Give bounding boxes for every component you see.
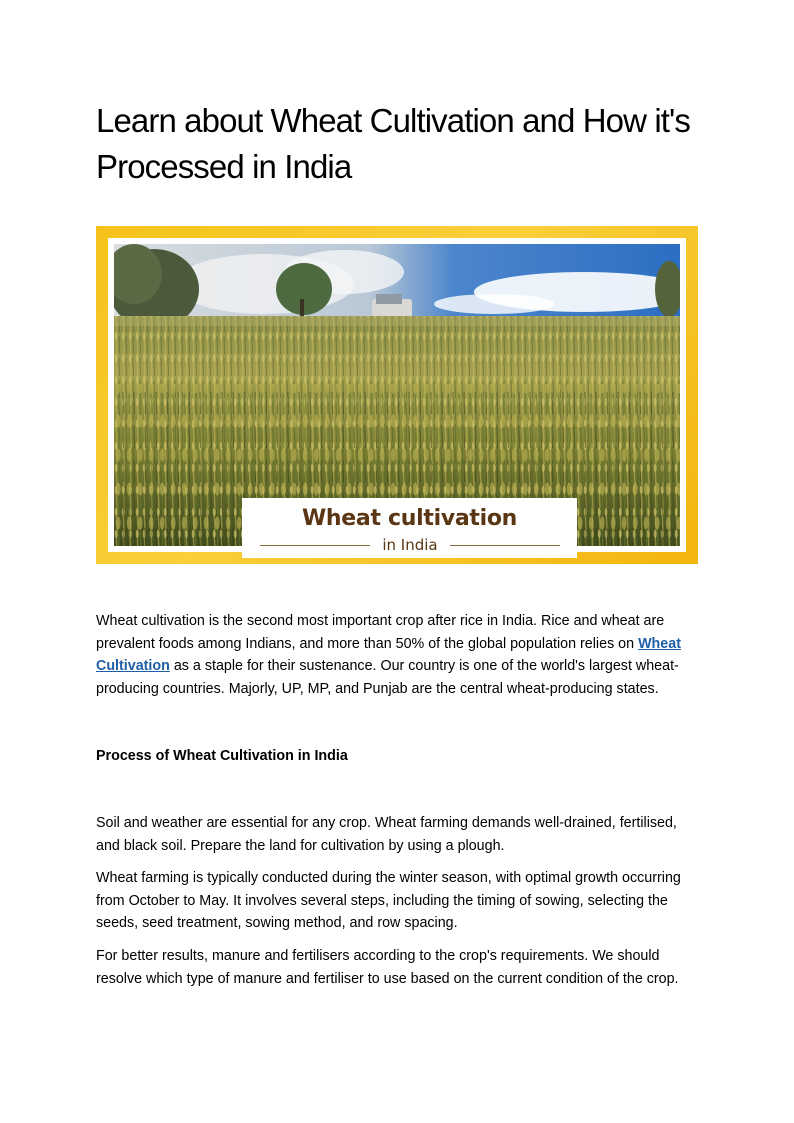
body-paragraph: Soil and weather are essential for any crop. Wheat farming demands well-drained, fertilised, and black soil. Prepare the land for cultivation by using a plough.	[96, 815, 677, 854]
intro-paragraph	[96, 610, 700, 700]
body-paragraph: For better results, manure and fertilisers according to the crop's requirements. We should resolve which type of manure and fertiliser to use based on the current condition of the crop.	[96, 948, 679, 987]
caption-divider-right	[450, 545, 560, 546]
hero-image-frame	[96, 226, 698, 564]
intro-text-after-link: as a staple for their sustenance. Our country is one of the world's largest wheat-producing countries. Majorly, UP, MP, and Punjab are the central wheat-producing states.	[96, 658, 679, 697]
hero-caption-subtitle: in India	[382, 536, 438, 554]
hero-image-border	[108, 238, 686, 552]
hero-caption	[242, 498, 577, 558]
hero-caption-subtitle-row	[242, 535, 577, 555]
hero-caption-title: Wheat cultivation	[301, 506, 518, 531]
page-title: Learn about Wheat Cultivation and How it's Processed in India	[96, 102, 691, 185]
body-paragraph: Wheat farming is typically conducted during the winter season, with optimal growth occurring from October to May. It involves several steps, including the timing of sowing, selecting the seeds, seed treatment, sowing method, and row spacing.	[96, 870, 681, 932]
wheat-cultivation-link[interactable]: Wheat Cultivation	[96, 635, 681, 675]
intro-text-before-link: Wheat cultivation is the second most important crop after rice in India. Rice and wheat are prevalent foods among Indians, and more than 50% of the global population relies on	[96, 613, 665, 652]
section-heading: Process of Wheat Cultivation in India	[96, 748, 348, 764]
caption-divider-left	[260, 545, 370, 546]
